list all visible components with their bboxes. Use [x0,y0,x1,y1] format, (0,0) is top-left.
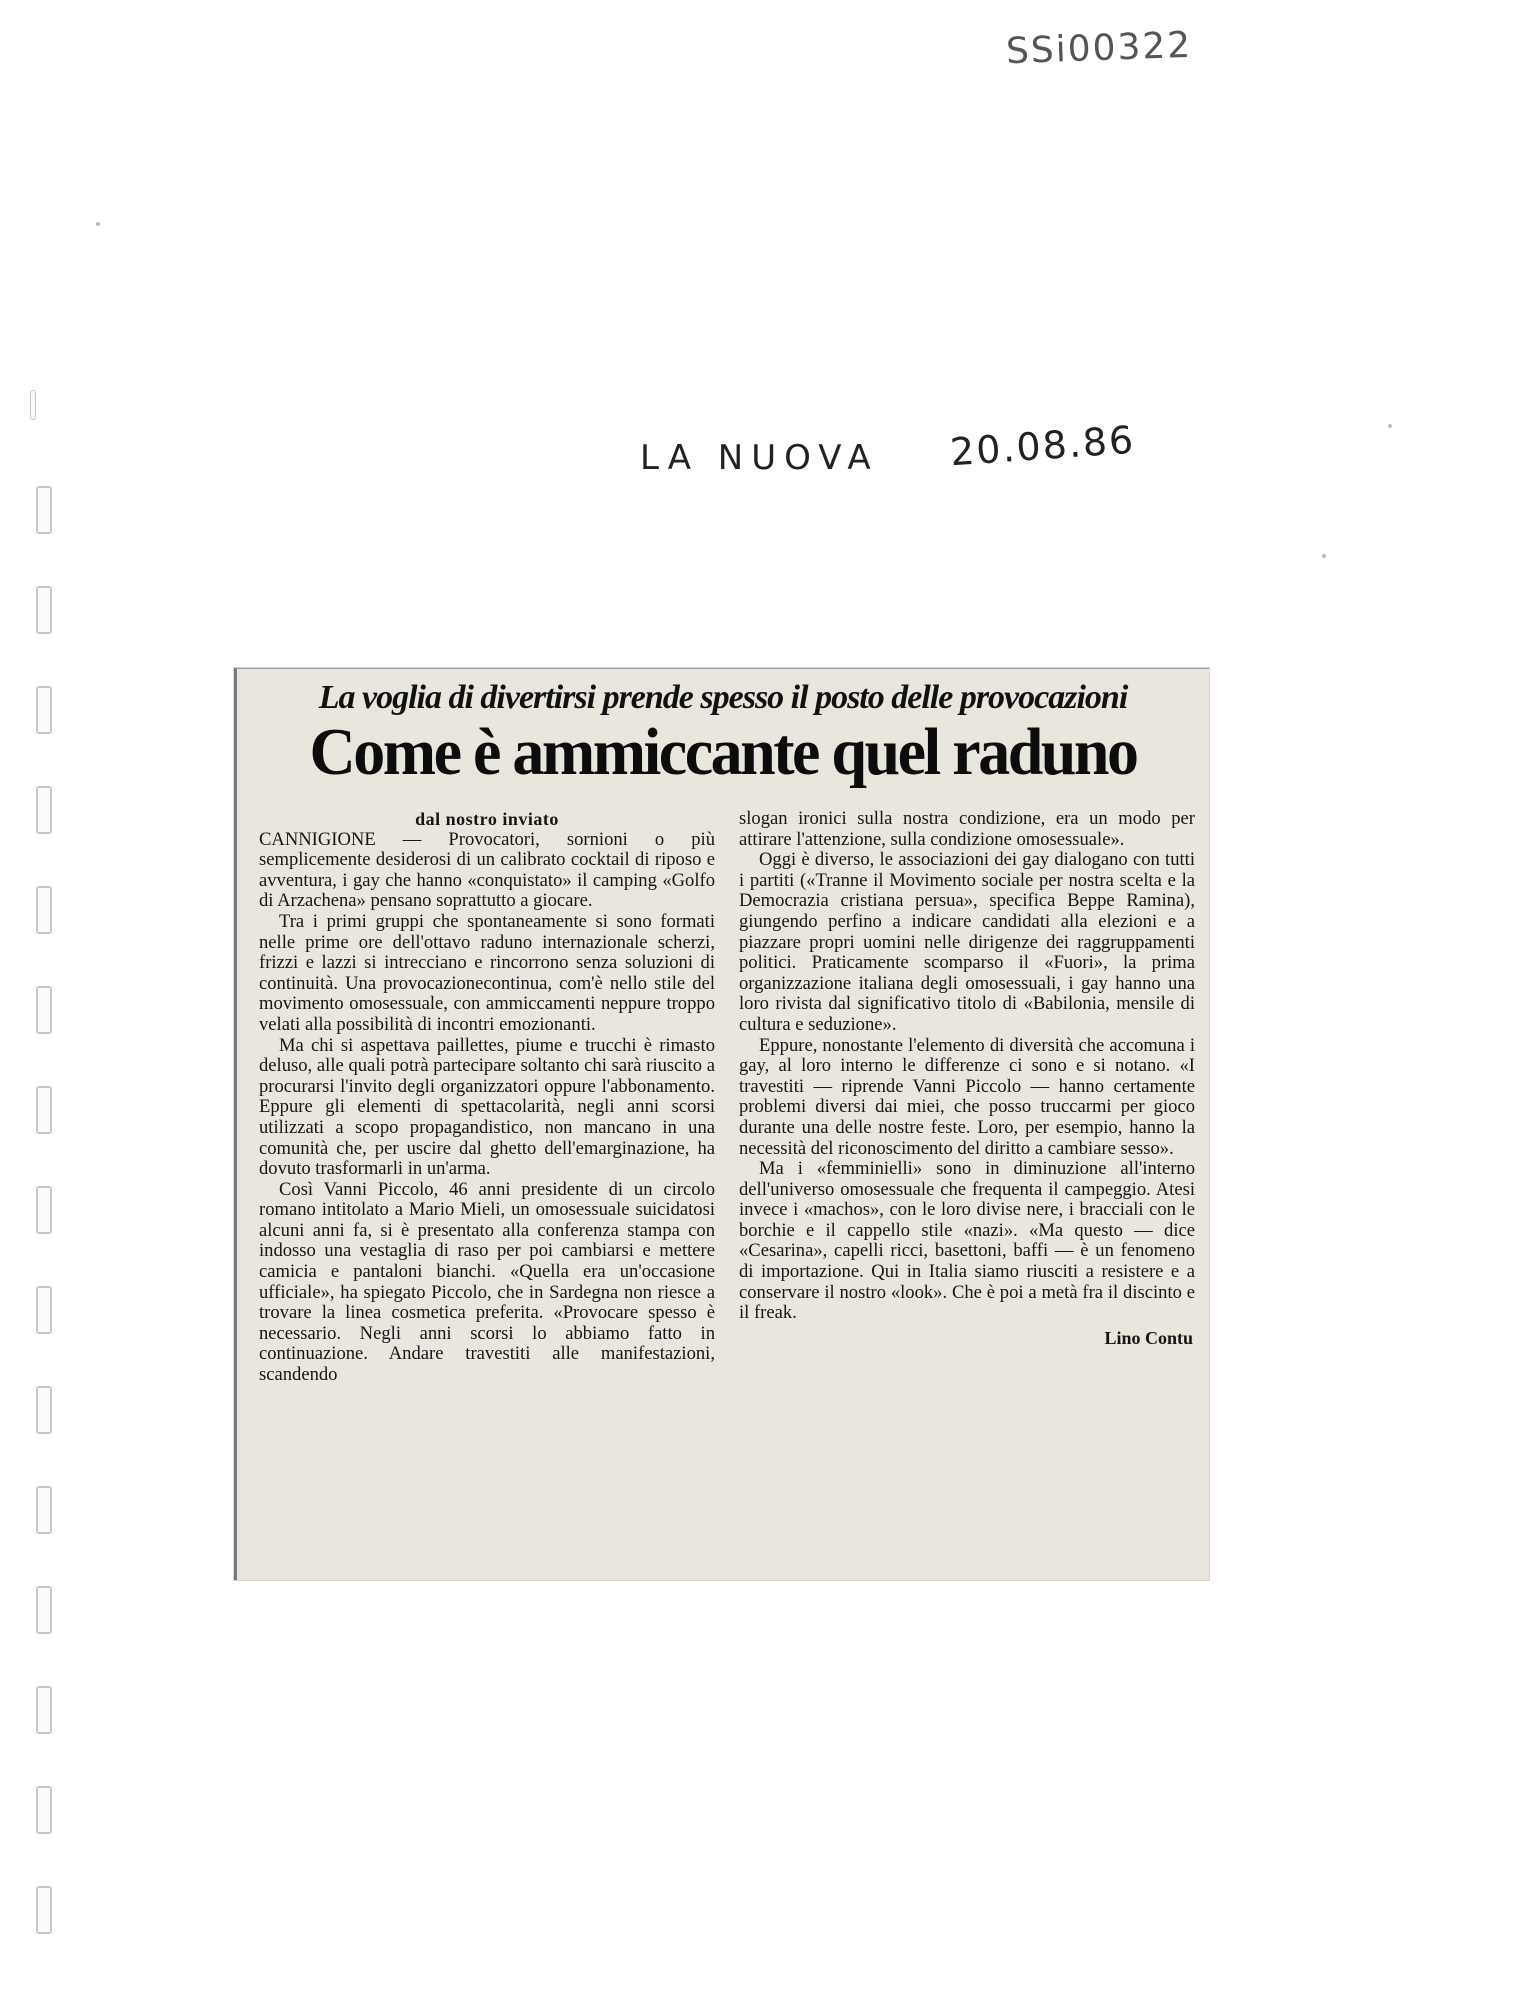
source-date: 20.08.86 [948,417,1137,475]
article-paragraph: Eppure, nonostante l'elemento di diversità che accomuna i gay, al loro interno le differenze ci sono e si notano. «I travestiti — riprende Vanni Piccolo — hanno certamente problemi diversi dai miei, che posso truccarmi per gioco durante una delle nostre feste. Loro, per esempio, hanno la necessità del riconoscimento del diritto a cambiare sesso». [739,1034,1195,1159]
archive-code: SSi00322 [1005,24,1193,73]
binder-hole [36,586,52,634]
article-paragraph: Ma i «femminielli» sono in diminuzione all'interno dell'universo omosessuale che frequenta il campeggio. Atesi invece i «machos», con le loro divise nere, i bracciali con le borchie e il cappello stile «nazi». «Ma questo — dice «Cesarina», capelli ricci, basettoni, baffi — è un fenomeno di importazione. Qui in Italia siamo riusciti a resistere e a conservare il nostro «look». Che è poi a metà fra il discinto e il freak. [739,1158,1195,1324]
binder-hole [36,786,52,834]
binder-hole [36,1286,52,1334]
article-byline: dal nostro inviato [415,809,559,829]
scan-speck [96,222,100,226]
binder-hole [36,1186,52,1234]
binder-hole [36,1386,52,1434]
article-paragraph: Così Vanni Piccolo, 46 anni presidente di un circolo romano intitolato a Mario Mieli, un omosessuale suicidatosi alcuni anni fa, si è presentato alla conferenza stampa con indosso una vestaglia di raso per poi cambiarsi e mettere camicia e pantaloni bianchi. «Quella era un'occasione ufficiale», ha spiegato Piccolo, che in Sardegna non riesce a trovare la linea cosmetica preferita. «Provocare spesso è necessario. Negli anni scorsi lo abbiamo fatto in continuazione. Andare travestiti alle manifestazioni, scandendo [259,1178,715,1386]
binder-hole [36,1886,52,1934]
binder-hole [36,1086,52,1134]
newspaper-clipping [234,668,1209,1580]
article-paragraph: Ma chi si aspettava paillettes, piume e trucchi è rimasto deluso, alle quali potrà partecipare soltanto chi sarà riuscito a procurarsi l'invito degli organizzatori oppure l'abbonamento. Eppure gli elementi di spettacolarità, negli anni scorsi utilizzati a scopo propagandistico, non mancano in una comunità che, per uscire dal ghetto dell'emarginazione, ha dovuto trasformarli in un'arma. [259,1034,715,1180]
article-column-right [739,809,1195,1348]
article-kicker: La voglia di divertirsi prende spesso il posto delle provocazioni [318,679,1128,716]
scan-speck [1322,554,1326,558]
binder-hole [36,486,52,534]
article-paragraph: Oggi è diverso, le associazioni dei gay dialogano con tutti i partiti («Tranne il Movimento sociale per nostra scelta e la Democrazia cristiana persua», specifica Beppe Ramina), giungendo perfino a indicare candidati alla elezioni e a piazzare propri uomini nelle dirigenze dei raggruppamenti politici. Praticamente scomparso il «Fuori», la prima organizzazione italiana degli omosessuali, i gay hanno una loro rivista dal significativo titolo di «Babilonia, mensile di cultura e seduzione». [739,849,1195,1035]
binder-hole [36,686,52,734]
article-paragraph: Tra i primi gruppi che spontaneamente si sono formati nelle prime ore dell'ottavo raduno internazionale scherzi, frizzi e lazzi si intrecciano e rincorrono senza soluzioni di continuità. Una provocazionecontinua, com'è nello stile del movimento omosessuale, con ammiccamenti neppure troppo velati alla possibilità di incontri emozionanti. [259,910,715,1035]
binder-hole [36,1786,52,1834]
binder-hole [36,886,52,934]
article-paragraph: slogan ironici sulla nostra condizione, era un modo per attirare l'attenzione, sulla condizione omosessuale». [739,808,1195,850]
source-name: LA NUOVA [640,438,879,478]
scan-speck [1388,424,1392,428]
binder-hole [36,986,52,1034]
article-headline: Come è ammiccante quel raduno [309,714,1137,789]
binder-hole [30,390,36,420]
binder-hole [36,1586,52,1634]
binder-hole [36,1486,52,1534]
article-column-left [259,809,715,1386]
article-author: Lino Contu [1104,1327,1193,1348]
binder-hole [36,1686,52,1734]
article-paragraph: CANNIGIONE — Provocatori, sornioni o più semplicemente desiderosi di un calibrato cocktail di riposo e avventura, i gay che hanno «conquistato» il camping «Golfo di Arzachena» pensano soprattutto a giocare. [259,828,715,912]
